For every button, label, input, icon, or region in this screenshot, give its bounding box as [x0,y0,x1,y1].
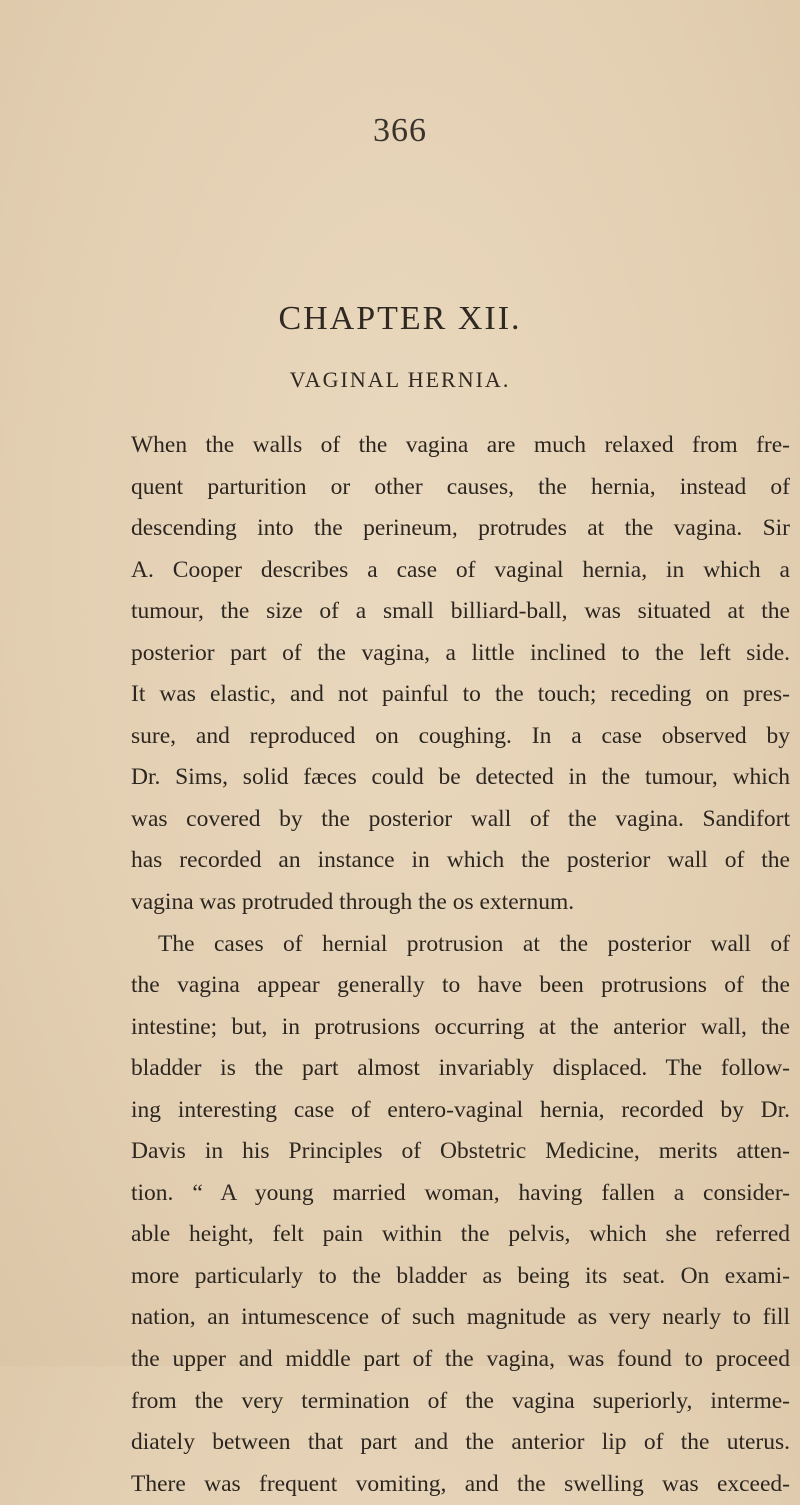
text-line: A. Cooper describes a case of vaginal hernia, in which a [131,556,790,583]
text-line: vagina was protruded through the os externum. [131,889,575,916]
text-line: ing interesting case of entero-vaginal hernia, recorded by Dr. [131,1096,790,1123]
text-line: intestine; but, in protrusions occurring at the anterior wall, the [131,1013,790,1040]
text-line: It was elastic, and not painful to the touch; receding on pres- [131,681,790,708]
text-line: diately between that part and the anterior lip of the uterus. [131,1429,790,1456]
text-line: posterior part of the vagina, a little inclined to the left side. [131,639,790,666]
page-number: 366 [373,112,427,149]
text-line: When the walls of the vagina are much relaxed from fre- [131,432,790,458]
text-line: more particularly to the bladder as being its seat. On exami- [131,1262,790,1289]
text-line: Dr. Sims, solid fæces could be detected in the tumour, which [131,764,790,791]
text-line: descending into the perineum, protrudes at the vagina. Sir [131,515,790,542]
text-line: bladder is the part almost invariably displaced. The follow- [131,1055,790,1082]
text-line: the upper and middle part of the vagina, was found to proceed [131,1346,790,1373]
section-title: VAGINAL HERNIA. [289,367,511,392]
text-line: Davis in his Principles of Obstetric Medicine, merits atten- [131,1138,790,1165]
text-line: nation, an intumescence of such magnitude as very nearly to fill [131,1304,790,1331]
text-line: sure, and reproduced on coughing. In a case observed by [131,722,790,749]
chapter-title: CHAPTER XII. [278,300,522,337]
text-line: tion. “ A young married woman, having fallen a consider- [131,1179,790,1206]
text-line: The cases of hernial protrusion at the posterior wall of [158,930,790,957]
text-line: the vagina appear generally to have been protrusions of the [131,972,790,999]
body-text [131,425,790,1505]
text-line: from the very termination of the vagina superiorly, interme- [131,1387,790,1414]
text-line: able height, felt pain within the pelvis, which she referred [131,1221,790,1248]
text-line: has recorded an instance in which the posterior wall of the [131,847,790,874]
text-line: was covered by the posterior wall of the vagina. Sandifort [131,805,790,832]
text-line: There was frequent vomiting, and the swelling was exceed- [131,1470,790,1497]
text-line: quent parturition or other causes, the hernia, instead of [131,473,790,500]
text-line: tumour, the size of a small billiard-ball, was situated at the [131,598,790,625]
